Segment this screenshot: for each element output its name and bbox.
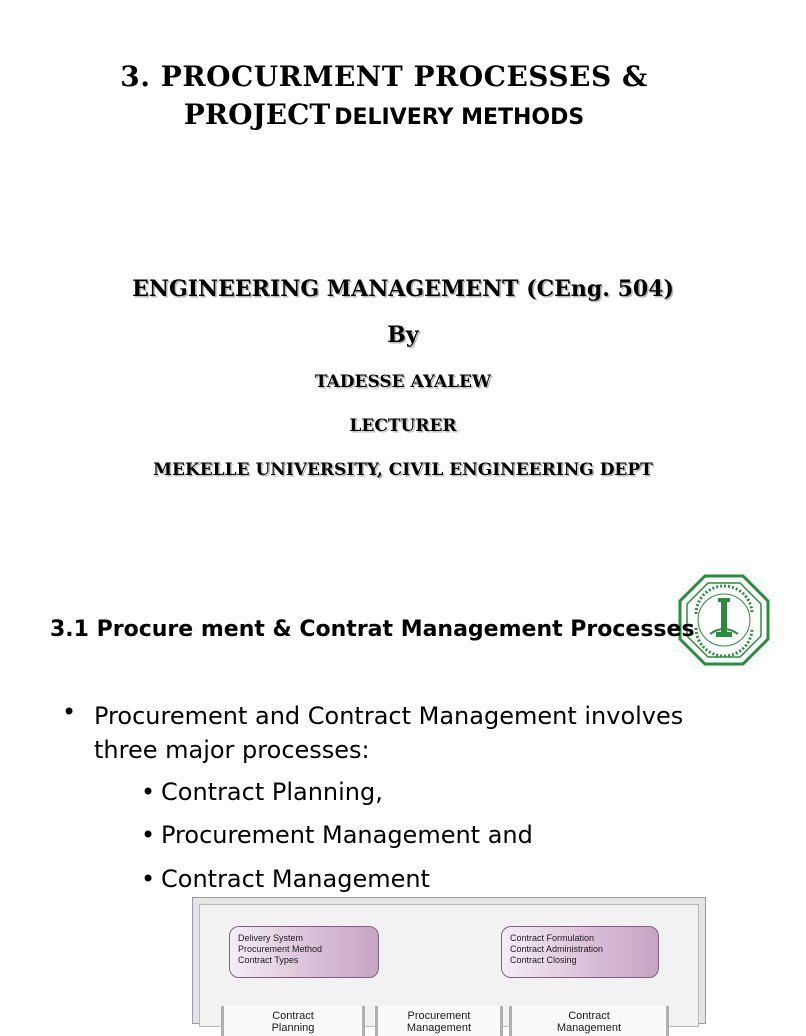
- title-line-1: 3. PROCURMENT PROCESSES &: [120, 60, 648, 93]
- title-line-2: [0, 96, 768, 139]
- title-line-2-serif: PROJECT: [183, 98, 331, 131]
- stage-label: Contract: [272, 1010, 314, 1022]
- stage-label: Management: [406, 1022, 472, 1034]
- stage-label: Management: [556, 1022, 622, 1034]
- bullet-text: Procurement and Contract Management involves three major processes:: [94, 702, 684, 764]
- stage-label: Contract: [568, 1010, 610, 1022]
- slide-title: [0, 58, 768, 139]
- callout-line: Contract Administration: [510, 944, 604, 954]
- sub-bullet-text: Procurement Management and: [161, 821, 533, 849]
- stage-procurement-management: [375, 1006, 503, 1036]
- process-diagram: [192, 897, 706, 1034]
- sub-bullet: • Contract Planning,: [141, 778, 383, 806]
- bullet-dot: •: [62, 698, 77, 726]
- author-role: LECTURER: [349, 416, 457, 436]
- stage-label: Procurement: [407, 1010, 471, 1022]
- management-callout: [501, 926, 659, 978]
- callout-line: Contract Types: [238, 955, 299, 965]
- section-heading: 3.1 Procure ment & Contrat Management Processes: [50, 617, 695, 642]
- sub-bullet: • Procurement Management and: [141, 821, 533, 849]
- callout-line: Delivery System: [238, 933, 304, 943]
- stage-contract-planning: [221, 1006, 365, 1036]
- planning-callout: [229, 926, 379, 978]
- course-name: ENGINEERING MANAGEMENT (CEng. 504): [132, 276, 674, 302]
- callout-line: Procurement Method: [238, 944, 323, 954]
- sub-bullet: • Contract Management: [141, 865, 430, 893]
- callout-line: Contract Formulation: [510, 933, 595, 943]
- stage-contract-management: [509, 1006, 669, 1036]
- by-label: By: [387, 322, 419, 348]
- stage-label: Planning: [271, 1022, 315, 1034]
- author-name: TADESSE AYALEW: [314, 372, 492, 392]
- sub-bullet-text: Contract Planning,: [161, 778, 383, 806]
- institution-name: MEKELLE UNIVERSITY, CIVIL ENGINEERING DEPT: [153, 460, 653, 480]
- callout-line: Contract Closing: [510, 955, 577, 965]
- title-line-2-sans: DELIVERY METHODS: [334, 105, 585, 130]
- sub-bullet-text: Contract Management: [161, 865, 430, 893]
